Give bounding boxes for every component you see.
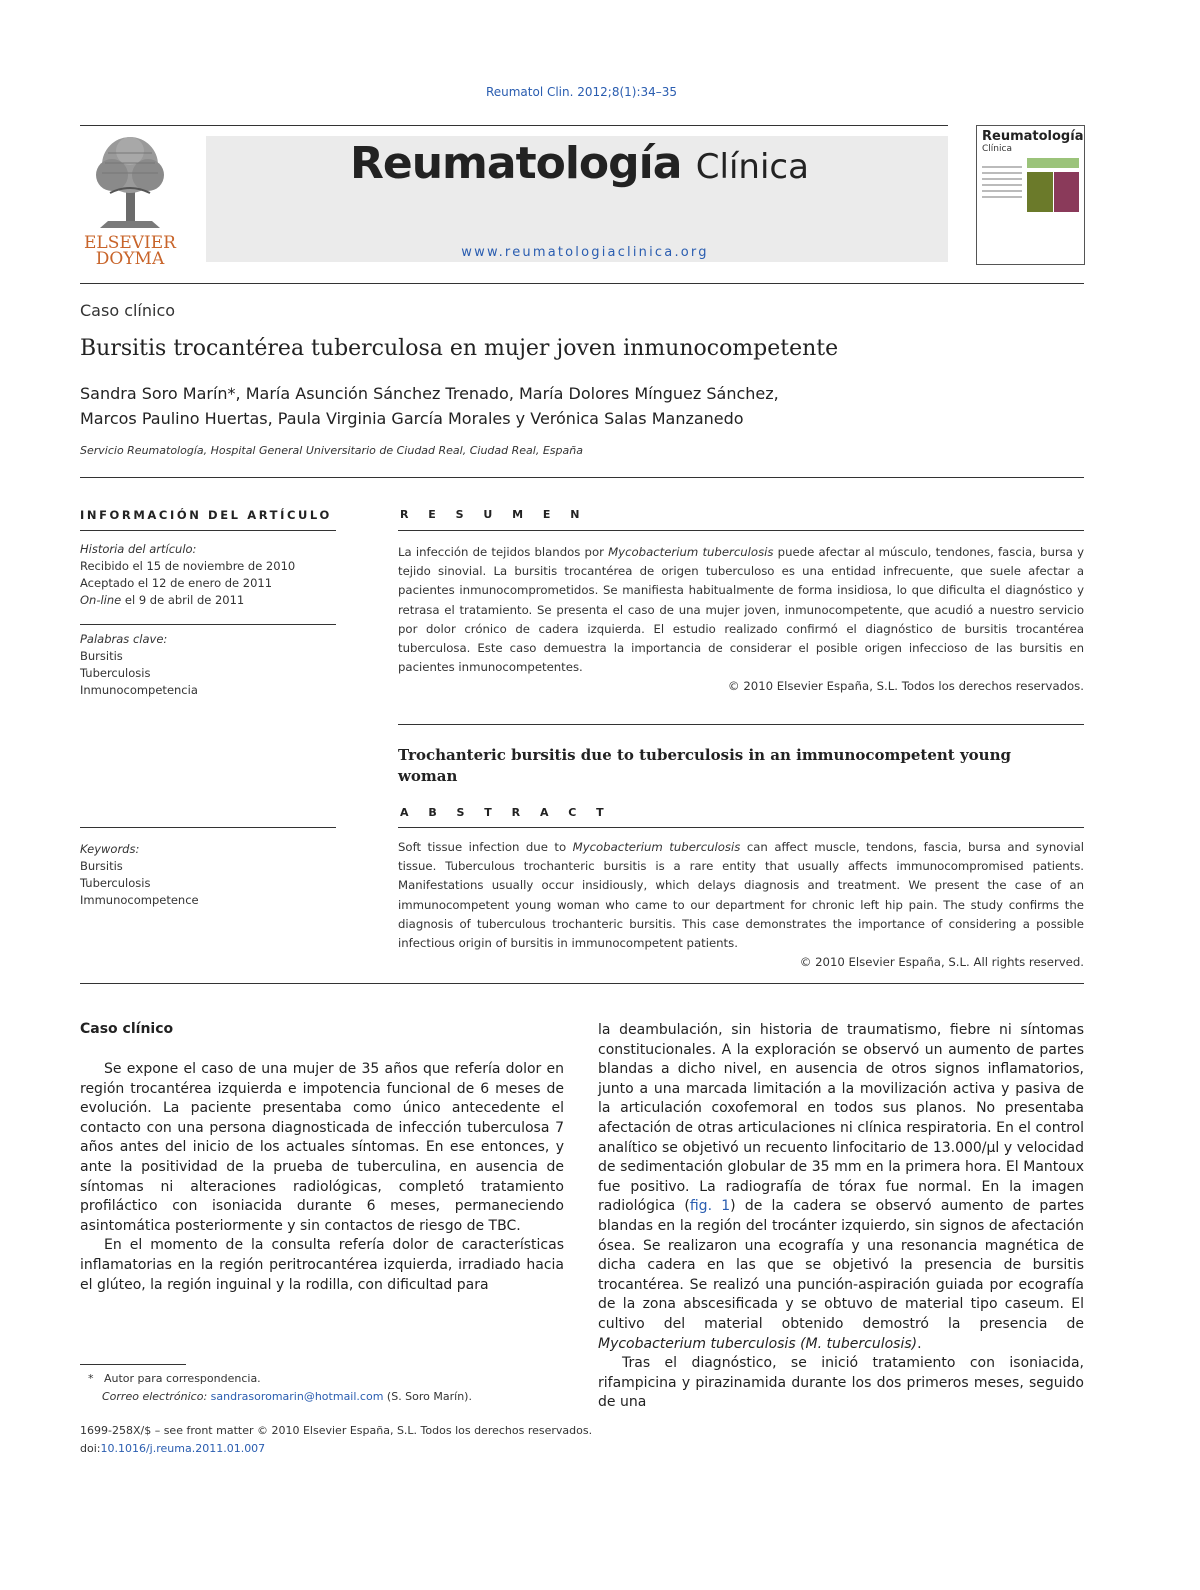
- body-paragraph: Tras el diagnóstico, se inició tratamiento con isoniacida, rifampicina y pirazinamida durante los dos primeros meses, seguido de una: [598, 1355, 1084, 1411]
- cover-band: [1027, 158, 1079, 168]
- publisher-subname: DOYMA: [95, 249, 165, 269]
- authors-line-1: Sandra Soro Marín*, María Asunción Sánchez Trenado, María Dolores Mínguez Sánchez,: [80, 384, 779, 403]
- article-info-heading: INFORMACIÓN DEL ARTÍCULO: [80, 508, 332, 522]
- footnote-rule: [80, 1364, 186, 1365]
- online-date-text: el 9 de abril de 2011: [121, 593, 245, 607]
- section-rule: [80, 477, 1084, 478]
- journal-citation[interactable]: Reumatol Clin. 2012;8(1):34–35: [485, 85, 678, 99]
- resumen-bottom-rule: [398, 724, 1084, 725]
- cover-image-left: [1027, 172, 1053, 212]
- online-date: [80, 592, 340, 609]
- article-type: Caso clínico: [80, 301, 176, 320]
- abstract-rule: [398, 827, 1084, 828]
- keywords-en: [80, 841, 340, 909]
- keyword: Inmunocompetencia: [80, 683, 198, 697]
- article-history: [80, 541, 340, 609]
- cover-title: Reumatología: [982, 129, 1084, 144]
- keywords-es: [80, 631, 340, 699]
- resumen-organism: Mycobacterium tuberculosis: [608, 545, 774, 559]
- journal-title-light: Clínica: [695, 147, 809, 187]
- keyword: Tuberculosis: [80, 876, 151, 890]
- author-list: [80, 381, 980, 431]
- tree-logo-icon: [80, 133, 180, 233]
- online-label: On-line: [80, 593, 122, 607]
- affiliation: Servicio Reumatología, Hospital General Universitario de Ciudad Real, Ciudad Real, España: [80, 444, 583, 457]
- abstract-text: [398, 838, 1084, 972]
- journal-cover-thumbnail: [976, 125, 1085, 265]
- body-organism: Mycobacterium tuberculosis (M. tuberculosis): [598, 1335, 918, 1352]
- resumen-copyright: © 2010 Elsevier España, S.L. Todos los derechos reservados.: [727, 679, 1084, 694]
- footnote-marker: *: [88, 1372, 94, 1385]
- article-title: Bursitis trocantérea tuberculosa en mujer joven inmunocompetente: [80, 336, 839, 361]
- abstract-part-2: can affect muscle, tendons, fascia, bursa and synovial tissue. Tuberculous trochanteric bursitis is a rare entity that usually affects immunocompromised patients. Manifestations usually occur insidiously, which delays diagnosis and treatment. We present the case of an immunocompetent young woman who came to our department for chronic left hip pain. The study confirms the diagnosis of tuberculous trochanteric bursitis. This case demonstrates the importance of considering a possible infectious origin of bursitis in immunocompetent patients.: [398, 840, 1084, 951]
- email-label: Correo electrónico:: [102, 1390, 208, 1403]
- abstract-heading: A B S T R A C T: [400, 806, 612, 819]
- journal-url-link[interactable]: www.reumatologiaclinica.org: [461, 245, 709, 260]
- english-title: Trochanteric bursitis due to tuberculosis in an immunocompetent young woman: [398, 746, 1011, 785]
- header-bottom-rule: [80, 283, 1084, 284]
- keywords-rule: [80, 624, 336, 625]
- abstract-copyright: © 2010 Elsevier España, S.L. All rights reserved.: [799, 955, 1084, 970]
- keyword: Immunocompetence: [80, 893, 199, 907]
- abstract-bottom-rule: [80, 983, 1084, 984]
- elsevier-logo: [80, 133, 180, 269]
- body-right-column: [598, 1021, 1084, 1413]
- body-text: .: [917, 1335, 922, 1352]
- header-rule: [80, 125, 948, 126]
- journal-title: [350, 138, 809, 189]
- body-paragraph: Se expone el caso de una mujer de 35 años que refería dolor en región trocantérea izquierda e impotencia funcional de 6 meses de evolución. La paciente presentaba como único antecedente el contacto con una persona diagnosticada de infección tuberculosa 7 años antes del inicio de los actuales síntomas. En ese entonces, y ante la positividad de la prueba de tuberculina, en ausencia de síntomas ni alteraciones radiológicas, completó tratamiento profiláctico con isoniacida durante 6 meses, permaneciendo asintomática posteriormente y sin contactos de riesgo de TBC.: [80, 1061, 564, 1234]
- cover-contents: [982, 162, 1022, 232]
- body-text: ) de la cadera se observó aumento de partes blandas en la región del trocánter izquierdo, sin signos de afectación ósea. Se realizaron una ecografía y una resonancia magnética de dicha cadera en las que se objetivó la presencia de bursitis trocantérea. Se realizó una punción-aspiración guiada por ecografía de la zona abscesificada y se obtuvo de material tipo caseum. El cultivo del material obtenido demostró la presencia de: [598, 1198, 1084, 1332]
- keywords-es-label: Palabras clave:: [80, 632, 168, 646]
- body-text: la deambulación, sin historia de traumatismo, fiebre ni síntomas constitucionales. A la exploración se observó un aumento de partes blandas a dicho nivel, en ausencia de otros signos inflamatorios, junto a una marcada limitación a la movilización activa y pasiva de la articulación coxofemoral en todos sus planos. No presentaba afectación de otras articulaciones ni clínica respiratoria. En el control analítico se objetivó un recuento linfocitario de 13.000/μl y velocidad de sedimentación globular de 35 mm en la primera hora. El Mantoux fue positivo. La radiografía de tórax fue normal. En la imagen radiológica (: [598, 1022, 1084, 1215]
- resumen-part-1: La infección de tejidos blandos por: [398, 545, 609, 559]
- issn-footer: [80, 1422, 780, 1458]
- received-date: Recibido el 15 de noviembre de 2010: [80, 559, 296, 573]
- publisher-name: ELSEVIER: [84, 233, 176, 253]
- resumen-heading: R E S U M E N: [400, 508, 588, 521]
- cover-image-right: [1054, 172, 1079, 212]
- accepted-date: Aceptado el 12 de enero de 2011: [80, 576, 273, 590]
- resumen-part-2: puede afectar al músculo, tendones, fascia, bursa y tejido sinovial. La bursitis trocantérea de origen tuberculoso es una entidad infrecuente, que suele afectar a pacientes inmunocomprometidos. Se manifiesta habitualmente de forma insidiosa, lo que dificulta el diagnóstico y retrasa el tratamiento. Se presenta el caso de una mujer joven, inmunocompetente, que acudió a nuestro servicio por dolor crónico de cadera izquierda. El estudio realizado confirmó el diagnóstico de bursitis trocantérea tuberculosa. Este caso demuestra la importancia de considerar el posible origen infeccioso de las bursitis en pacientes inmunocompetentes.: [398, 545, 1084, 675]
- info-rule: [80, 530, 336, 531]
- journal-title-bold: Reumatología: [350, 138, 682, 189]
- history-label: Historia del artículo:: [80, 542, 197, 556]
- keywords-en-rule: [80, 827, 336, 828]
- abstract-part-1: Soft tissue infection due to: [398, 840, 573, 854]
- resumen-rule: [398, 530, 1084, 531]
- email-link[interactable]: sandrasoromarin@hotmail.com: [210, 1390, 384, 1403]
- doi-link[interactable]: 10.1016/j.reuma.2011.01.007: [100, 1442, 266, 1455]
- keyword: Bursitis: [80, 859, 123, 873]
- body-paragraph: [598, 1021, 1084, 1354]
- issn-line: 1699-258X/$ – see front matter © 2010 Elsevier España, S.L. Todos los derechos reservados.: [80, 1424, 593, 1437]
- keyword: Tuberculosis: [80, 666, 151, 680]
- footnote: [88, 1370, 568, 1406]
- email-suffix: (S. Soro Marín).: [383, 1390, 472, 1403]
- figure-link[interactable]: fig. 1: [689, 1198, 731, 1215]
- authors-line-2: Marcos Paulino Huertas, Paula Virginia García Morales y Verónica Salas Manzanedo: [80, 409, 744, 428]
- keyword: Bursitis: [80, 649, 123, 663]
- body-section-heading: Caso clínico: [80, 1021, 174, 1037]
- correspondence-label: Autor para correspondencia.: [104, 1372, 261, 1385]
- body-paragraph: En el momento de la consulta refería dolor de características inflamatorias en la región peritrocantérea izquierda, irradiado hacia el glúteo, la región inguinal y la rodilla, con dificultad para: [80, 1237, 564, 1293]
- body-left-column: [80, 1060, 564, 1295]
- doi-label: doi:: [80, 1442, 101, 1455]
- cover-subtitle: Clínica: [982, 144, 1012, 154]
- keywords-en-label: Keywords:: [80, 842, 140, 856]
- abstract-organism: Mycobacterium tuberculosis: [572, 840, 741, 854]
- resumen-text: [398, 543, 1084, 697]
